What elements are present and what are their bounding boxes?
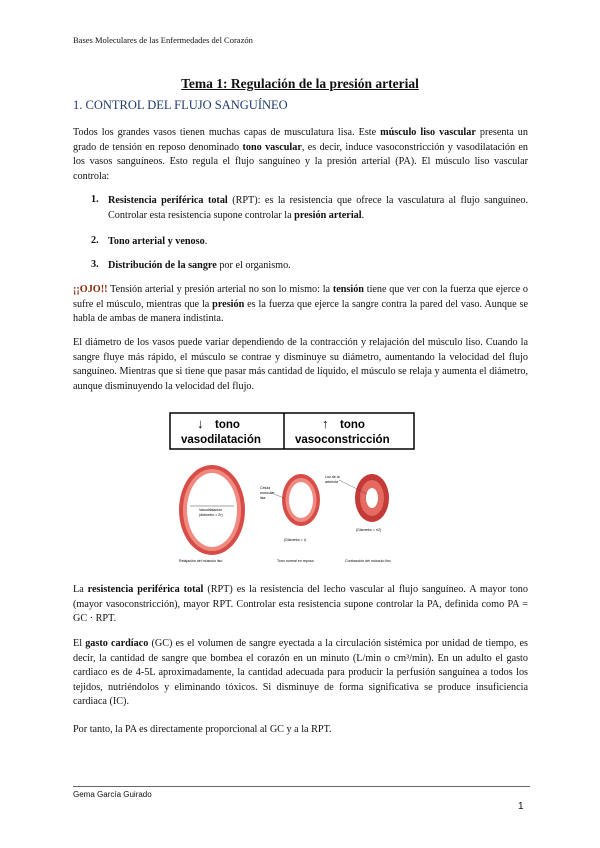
caption-relaxation: Relajación del músculo liso [179,559,223,563]
down-arrow-icon: ↓ [197,416,204,431]
right-title-line2: vasoconstricción [295,434,390,446]
footer-divider [73,786,530,787]
constricted-vessel-lumen [366,488,378,508]
list-number: 1. [91,194,99,205]
list-number: 2. [91,235,99,246]
paragraph-gc: El gasto cardíaco (GC) es el volumen de sangre eyectada a la circulación sistémica por unidad de tiempo, es decir, la cantidad de sangre que bombea el corazón en un minuto (L/min o cm³/min). En un adulto el gasto cardiaco es de 4-5L aproximadamente, la cantidad adecuada para producir la perfusión sanguínea a todos los tejidos, nutriéndolos y eliminando tóxicos. Si disminuye de forma significativa se produce insuficiencia cardiaca (IC). [73,638,528,708]
caption-normal-tone: Tono normal en reposo [277,559,314,563]
paragraph-conclusion: Por tanto, la PA es directamente proporcional al GC y a la RPT. [73,724,332,735]
constricted-diameter-label: (Diámetro = r/2) [356,528,382,532]
dilated-label: Vasodilatación [199,508,223,512]
paragraph-ojo: ¡¡OJO!! Tensión arterial y presión arterial no son lo mismo: la tensión tiene que ver con la fuerza que ejerce o sufre el músculo, mientras que la presión es la fuerza que ejerce la sangre contra la pared del vaso. Aunque se habla de ambas de manera indistinta. [73,284,528,325]
list-number: 3. [91,259,99,270]
left-title-line2: vasodilatación [181,434,261,446]
page-title: Tema 1: Regulación de la presión arterial [181,76,419,91]
list-item: Tono arterial y venoso. [108,236,208,247]
page-number: 1 [518,801,524,812]
dilated-diameter-label: (diámetro = 2r) [199,513,223,517]
right-title-line1: tono [340,419,365,431]
lumen-label-line1: Luz de la [325,475,340,479]
vessel-tone-figure [167,410,417,568]
svg-text:lisa: lisa [260,496,266,500]
paragraph-diameter: El diámetro de los vasos puede variar dependiendo de la contracción y relajación del músculo liso. Cuando la sangre fluye más rápido, el músculo se contrae y disminuye su diámetro, aumentando la velocidad del flujo sanguíneo. Mientras que si tiene que pasar más cantidad de líquido, el músculo se relaja y aumenta el diámetro, aunque disminuyendo la velocidad del flujo. [73,337,528,392]
vessel-diagram [167,410,417,568]
section-heading: 1. CONTROL DEL FLUJO SANGUÍNEO [73,98,288,112]
normal-vessel-lumen [289,482,313,518]
paragraph-intro: Todos los grandes vasos tienen muchas capas de musculatura lisa. Este músculo liso vascular presenta un grado de tensión en reposo denominado tono vascular, es decir, induce vasoconstricción y vasodilatación en los vasos sanguíneos. Esto regula el flujo sanguíneo y la presión arterial (PA). El músculo liso vascular controla: [73,127,528,182]
caption-contraction: Contracción del músculo liso [345,559,391,563]
list-item: Resistencia periférica total (RPT): es la resistencia que ofrece la vasculatura al flujo sanguíneo. Controlar esta resistencia supone controlar la presión arterial. [108,195,528,221]
paragraph-rpt: La resistencia periférica total (RPT) es la resistencia del lecho vascular al flujo sanguíneo. A mayor tono (mayor vasoconstricción), mayor RPT. Controlar esta resistencia supone controlar la PA, definida como PA = GC · RPT. [73,584,528,625]
svg-text:arteriola: arteriola [325,480,338,484]
list-item: Distribución de la sangre por el organismo. [108,260,291,271]
normal-diameter-label: (Diámetro = r) [284,538,307,542]
footer-author: Gema García Guirado [73,790,152,799]
cell-label-line1: Célula [260,486,271,490]
running-header: Bases Moleculares de las Enfermedades del Corazón [73,35,253,45]
svg-text:muscular: muscular [260,491,275,495]
left-title-line1: tono [215,419,240,431]
up-arrow-icon: ↑ [322,416,329,431]
